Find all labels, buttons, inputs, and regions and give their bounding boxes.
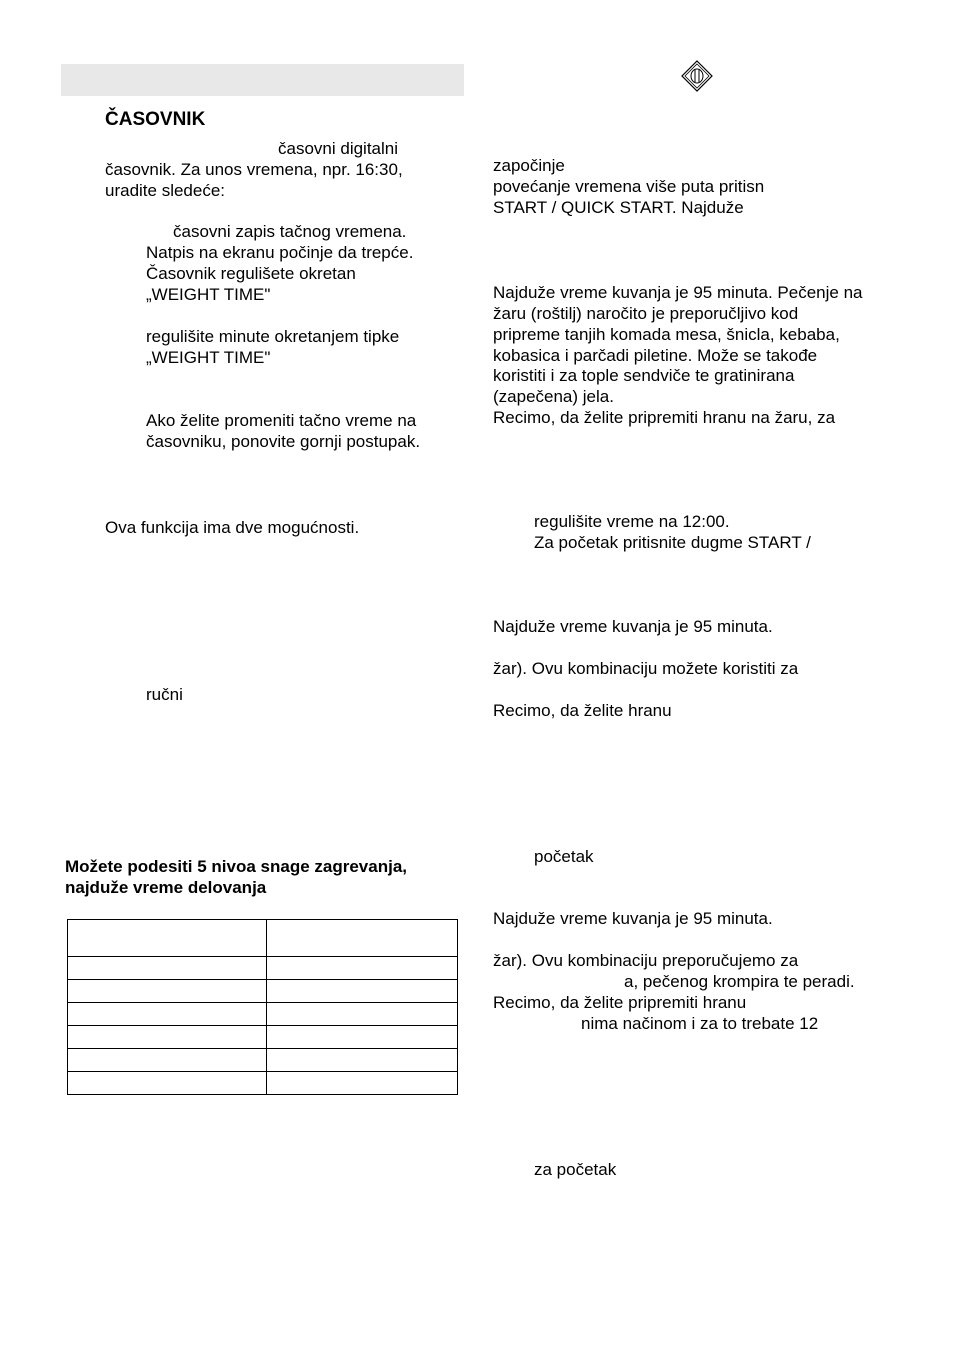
p2-line: koristiti i za tople sendviče te gratinirana [493,366,795,385]
table-cell [68,957,267,980]
table-cell [267,1026,458,1049]
table-cell [267,1003,458,1026]
clock-heading: ČASOVNIK [105,109,206,130]
table-row [68,1003,458,1026]
step2-line: „WEIGHT TIME" [146,348,271,367]
table-header-row [68,920,458,957]
p6-line: a, pečenog krompira te peradi. [624,972,855,991]
manual-label: ručni [146,685,183,704]
table-row [68,1072,458,1095]
p4-line: žar). Ovu kombinaciju možete koristiti za [493,659,799,678]
table-row [68,980,458,1003]
p1-line: START / QUICK START. Najduže [493,198,744,217]
p3-line: regulišite vreme na 12:00. [534,512,730,531]
power-level-table [67,919,458,1095]
table-cell [68,1049,267,1072]
note-line: Ako želite promeniti tačno vreme na [146,411,417,430]
table-cell [267,920,458,957]
p3-line: Za početak pritisnite dugme START / [534,533,811,552]
p5-text: početak [534,847,594,866]
table-cell [68,1072,267,1095]
table-cell [68,920,267,957]
table-cell [267,1072,458,1095]
p2-line: Recimo, da želite pripremiti hranu na žaru, za [493,408,836,427]
table-cell [68,1026,267,1049]
table-row [68,957,458,980]
power-heading-line: najduže vreme delovanja [65,878,267,897]
p2-line: Najduže vreme kuvanja je 95 minuta. Pečenje na [493,283,863,302]
p6-line: nima načinom i za to trebate 12 [581,1014,819,1033]
p6-line: Najduže vreme kuvanja je 95 minuta. [493,909,773,928]
note-line: časovniku, ponovite gornji postupak. [146,432,421,451]
table-cell [68,1003,267,1026]
power-heading-line: Možete podesiti 5 nivoa snage zagrevanja, [65,857,407,876]
p2-line: pripreme tanjih komada mesa, šnicla, kebaba, [493,325,840,344]
function-text: Ova funkcija ima dve mogućnosti. [105,518,360,537]
table-row [68,1049,458,1072]
step1-line: Časovnik regulišete okretan [146,264,356,283]
p4-line: Najduže vreme kuvanja je 95 minuta. [493,617,773,636]
p4-line: Recimo, da želite hranu [493,701,672,720]
table-cell [68,980,267,1003]
p1-line: započinje [493,156,565,175]
step1-line: časovni zapis tačnog vremena. [173,222,407,241]
table-row [68,1026,458,1049]
diamond-logo-icon [681,60,713,92]
p2-line: (zapečena) jela. [493,387,614,406]
step1-line: „WEIGHT TIME" [146,285,271,304]
intro-line: časovnik. Za unos vremena, npr. 16:30, [105,160,403,179]
p6-line: Recimo, da želite pripremiti hranu [493,993,747,1012]
p7-text: za početak [534,1160,617,1179]
intro-line: časovni digitalni [278,139,399,158]
p2-line: kobasica i parčadi piletine. Može se takođe [493,346,818,365]
p1-line: povećanje vremena više puta pritisn [493,177,765,196]
table-cell [267,1049,458,1072]
step1-line: Natpis na ekranu počinje da trepće. [146,243,414,262]
table-cell [267,980,458,1003]
section-header-bar [61,64,464,96]
table-cell [267,957,458,980]
p2-line: žaru (roštilj) naročito je preporučljivo kod [493,304,799,323]
intro-line: uradite sledeće: [105,181,226,200]
step2-line: regulišite minute okretanjem tipke [146,327,400,346]
p6-line: žar). Ovu kombinaciju preporučujemo za [493,951,799,970]
